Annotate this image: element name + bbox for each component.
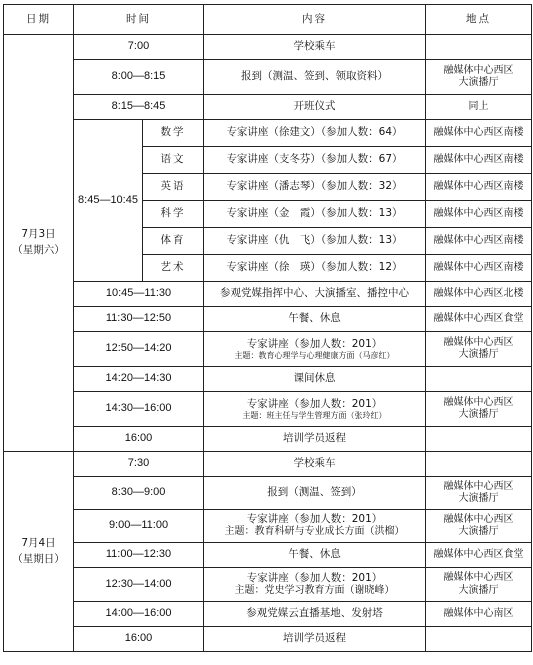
content-cell: 专家讲座（支冬芬）（参加人数：67） bbox=[204, 147, 426, 174]
lecture-topic: 主题：班主任与学生管理方面（张玲红） bbox=[242, 410, 387, 420]
location-cell: 融媒体中心西区南楼 bbox=[426, 255, 532, 282]
subject-cell: 艺术 bbox=[143, 255, 204, 282]
time-cell: 8:30—9:00 bbox=[74, 477, 204, 510]
location-cell: 融媒体中心西区南楼 bbox=[426, 228, 532, 255]
time-cell: 10:45—11:30 bbox=[74, 282, 204, 307]
time-cell: 16:00 bbox=[74, 427, 204, 452]
location-cell: 同上 bbox=[426, 95, 532, 120]
time-cell: 8:15—8:45 bbox=[74, 95, 204, 120]
date-label: 7月4日 bbox=[21, 536, 56, 549]
location-cell bbox=[426, 35, 532, 60]
table-row bbox=[4, 510, 532, 543]
location-line: 融媒体中心西区 bbox=[443, 396, 514, 408]
time-cell: 7:30 bbox=[74, 452, 204, 477]
table-row bbox=[4, 627, 532, 652]
content-cell: 培训学员返程 bbox=[204, 427, 426, 452]
location-line: 大演播厅 bbox=[458, 77, 499, 88]
content-cell: 专家讲座（潘志琴）（参加人数：32） bbox=[204, 174, 426, 201]
time-cell: 12:30—14:00 bbox=[74, 568, 204, 602]
location-cell: 融媒体中心西区食堂 bbox=[426, 307, 532, 332]
lecture-topic: 主题：教育心理学与心理健康方面（马彦红） bbox=[234, 350, 395, 360]
location-line: 大演播厅 bbox=[458, 349, 499, 360]
location-cell bbox=[426, 627, 532, 652]
table-row bbox=[4, 568, 532, 602]
time-cell: 14:20—14:30 bbox=[74, 367, 204, 392]
header-date: 日期 bbox=[4, 5, 74, 35]
content-cell: 培训学员返程 bbox=[204, 627, 426, 652]
time-cell: 7:00 bbox=[74, 35, 204, 60]
location-cell bbox=[426, 332, 532, 367]
lecture-title: 专家讲座（参加人数：201） bbox=[246, 571, 383, 584]
location-cell: 融媒体中心西区南楼 bbox=[426, 174, 532, 201]
content-cell: 报到（测温、签到） bbox=[204, 477, 426, 510]
time-cell: 11:30—12:50 bbox=[74, 307, 204, 332]
location-cell bbox=[426, 427, 532, 452]
time-cell: 16:00 bbox=[74, 627, 204, 652]
location-line: 大演播厅 bbox=[458, 584, 499, 596]
location-cell: 融媒体中心西区南楼 bbox=[426, 120, 532, 147]
table-row bbox=[4, 120, 532, 147]
location-cell bbox=[426, 510, 532, 543]
time-cell: 9:00—11:00 bbox=[74, 510, 204, 543]
content-cell bbox=[204, 392, 426, 427]
location-cell: 融媒体中心西区南楼 bbox=[426, 201, 532, 228]
subject-cell: 数学 bbox=[143, 120, 204, 147]
subject-cell: 语文 bbox=[143, 147, 204, 174]
location-line: 大演播厅 bbox=[458, 493, 499, 504]
date-cell-day1 bbox=[4, 35, 74, 452]
location-line: 融媒体中心西区 bbox=[443, 480, 514, 492]
content-cell: 专家讲座（徐 瑛）（参加人数：12） bbox=[204, 255, 426, 282]
header-time: 时间 bbox=[74, 5, 204, 35]
content-cell: 开班仪式 bbox=[204, 95, 426, 120]
location-line: 融媒体中心西区 bbox=[443, 336, 514, 348]
content-cell: 午餐、休息 bbox=[204, 543, 426, 568]
content-cell: 专家讲座（徐建文）（参加人数：64） bbox=[204, 120, 426, 147]
content-cell: 专家讲座（仇 飞）（参加人数：13） bbox=[204, 228, 426, 255]
lecture-topic: 主题：教育科研与专业成长方面（洪榴） bbox=[224, 526, 405, 538]
location-line: 融媒体中心西区 bbox=[443, 64, 514, 76]
location-cell: 融媒体中心西区北楼 bbox=[426, 282, 532, 307]
content-cell: 参观党媒云直播基地、发射塔 bbox=[204, 602, 426, 627]
header-location: 地点 bbox=[426, 5, 532, 35]
table-row bbox=[4, 367, 532, 392]
lecture-title: 专家讲座（参加人数：201） bbox=[246, 337, 383, 350]
content-cell: 学校乘车 bbox=[204, 452, 426, 477]
date-label: 7月3日 bbox=[21, 228, 56, 241]
table-row bbox=[4, 602, 532, 627]
location-cell bbox=[426, 452, 532, 477]
date-cell-day2 bbox=[4, 452, 74, 652]
content-cell bbox=[204, 568, 426, 602]
content-cell: 专家讲座（金 霞）（参加人数：13） bbox=[204, 201, 426, 228]
location-line: 融媒体中心西区 bbox=[443, 572, 514, 583]
content-cell: 学校乘车 bbox=[204, 35, 426, 60]
table-row bbox=[4, 307, 532, 332]
content-cell: 午餐、休息 bbox=[204, 307, 426, 332]
content-cell bbox=[204, 332, 426, 367]
location-cell bbox=[426, 392, 532, 427]
location-line: 大演播厅 bbox=[458, 526, 499, 537]
location-line: 融媒体中心西区 bbox=[443, 513, 514, 525]
table-row bbox=[4, 332, 532, 367]
table-row bbox=[4, 427, 532, 452]
location-cell: 融媒体中心西区南楼 bbox=[426, 147, 532, 174]
subject-cell: 英语 bbox=[143, 174, 204, 201]
content-cell: 课间休息 bbox=[204, 367, 426, 392]
table-row bbox=[4, 95, 532, 120]
location-line: 大演播厅 bbox=[458, 409, 499, 420]
table-row bbox=[4, 35, 532, 60]
time-cell: 12:50—14:20 bbox=[74, 332, 204, 367]
table-row bbox=[4, 282, 532, 307]
table-row bbox=[4, 543, 532, 568]
location-cell: 融媒体中心南区 bbox=[426, 602, 532, 627]
location-cell bbox=[426, 60, 532, 95]
table-row bbox=[4, 477, 532, 510]
lecture-title: 专家讲座（参加人数：201） bbox=[246, 513, 383, 526]
location-cell bbox=[426, 568, 532, 602]
time-cell: 14:00—16:00 bbox=[74, 602, 204, 627]
time-cell: 11:00—12:30 bbox=[74, 543, 204, 568]
subject-cell: 体育 bbox=[143, 228, 204, 255]
lecture-topic: 主题：党史学习教育方面（谢晓峰） bbox=[234, 584, 395, 596]
location-cell: 融媒体中心西区食堂 bbox=[426, 543, 532, 568]
location-cell bbox=[426, 477, 532, 510]
table-row bbox=[4, 392, 532, 427]
schedule-table bbox=[3, 4, 532, 652]
weekday-label: （星期日） bbox=[12, 552, 65, 565]
table-row bbox=[4, 452, 532, 477]
content-cell: 报到（测温、签到、领取资料） bbox=[204, 60, 426, 95]
content-cell bbox=[204, 510, 426, 543]
time-cell: 8:00—8:15 bbox=[74, 60, 204, 95]
location-cell bbox=[426, 367, 532, 392]
header-row bbox=[4, 5, 532, 35]
subject-cell: 科学 bbox=[143, 201, 204, 228]
time-cell-session: 8:45—10:45 bbox=[74, 120, 143, 282]
table-row bbox=[4, 60, 532, 95]
lecture-title: 专家讲座（参加人数：201） bbox=[246, 397, 383, 410]
content-cell: 参观党媒指挥中心、大演播室、播控中心 bbox=[204, 282, 426, 307]
time-cell: 14:30—16:00 bbox=[74, 392, 204, 427]
weekday-label: （星期六） bbox=[12, 244, 65, 256]
header-content: 内容 bbox=[204, 5, 426, 35]
